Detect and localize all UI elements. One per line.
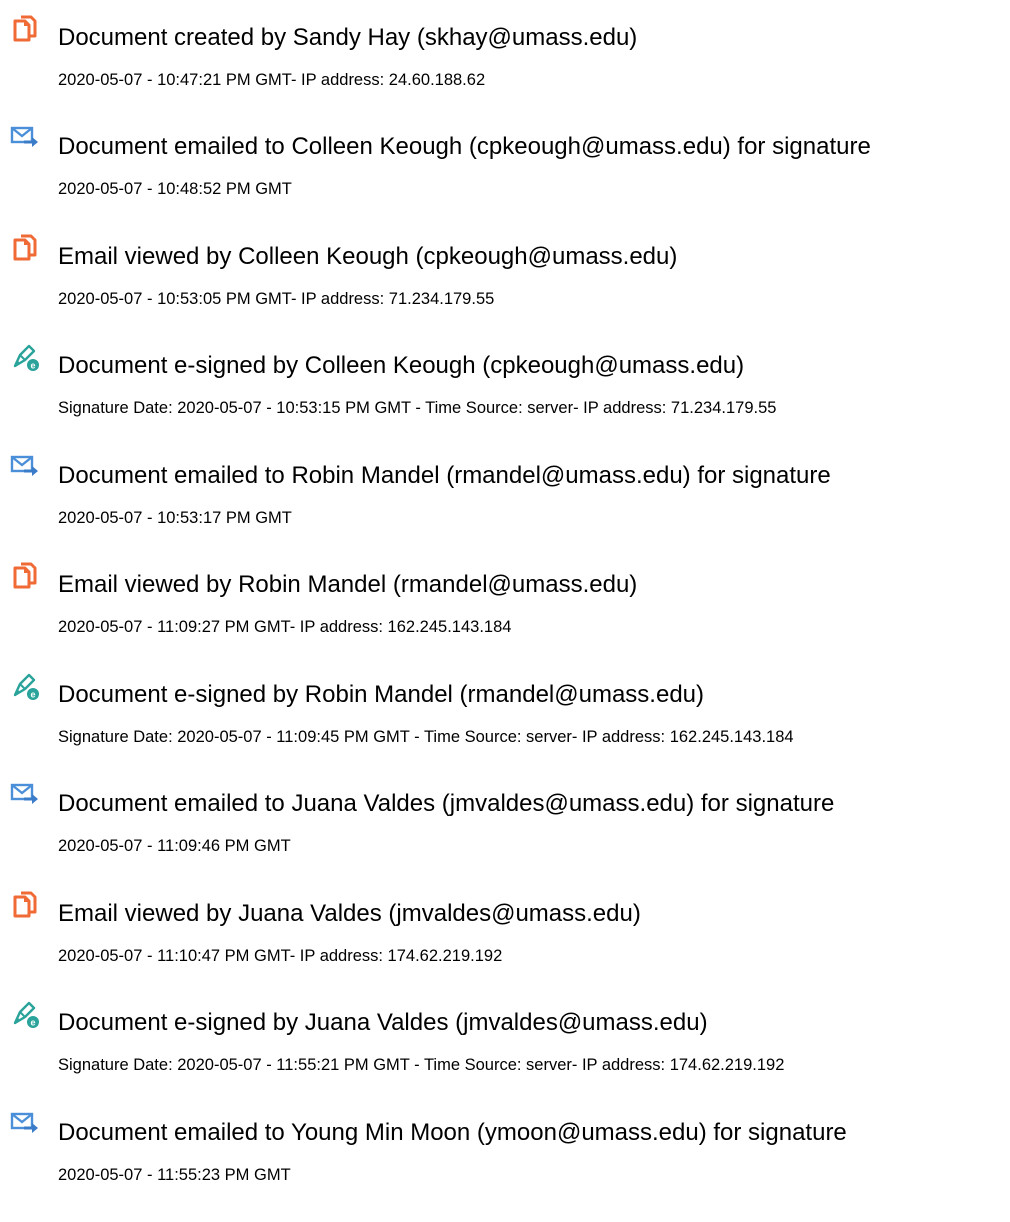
event-timestamp: 2020-05-07 - 11:10:47 PM GMT- IP address: 174.62.219.192: [58, 947, 503, 965]
audit-event: [0, 452, 1010, 552]
event-timestamp: 2020-05-07 - 10:53:17 PM GMT: [58, 509, 292, 527]
email-sent-icon: [10, 780, 40, 810]
event-title: Document e-signed by Colleen Keough (cpkeough@umass.edu): [58, 352, 745, 379]
event-title: Document emailed to Colleen Keough (cpkeough@umass.edu) for signature: [58, 133, 871, 160]
audit-event: [0, 780, 1010, 880]
e-signed-pen-icon: [10, 342, 40, 372]
audit-event: [0, 671, 1010, 771]
event-title: Document e-signed by Robin Mandel (rmandel@umass.edu): [58, 681, 705, 708]
event-title: Document created by Sandy Hay (skhay@umass.edu): [58, 24, 638, 51]
document-created-icon: [10, 14, 40, 44]
event-timestamp: 2020-05-07 - 10:53:05 PM GMT- IP address: 71.234.179.55: [58, 290, 495, 308]
event-title: Document emailed to Young Min Moon (ymoon@umass.edu) for signature: [58, 1119, 847, 1146]
event-title: Document emailed to Robin Mandel (rmandel@umass.edu) for signature: [58, 462, 831, 489]
event-title: Email viewed by Robin Mandel (rmandel@umass.edu): [58, 571, 638, 598]
email-viewed-icon: [10, 233, 40, 263]
email-sent-icon: [10, 452, 40, 482]
email-sent-icon: [10, 123, 40, 153]
audit-event: [0, 14, 1010, 114]
event-title: Document emailed to Juana Valdes (jmvaldes@umass.edu) for signature: [58, 790, 835, 817]
event-timestamp: Signature Date: 2020-05-07 - 11:55:21 PM GMT - Time Source: server- IP address: 174.62.219.192: [58, 1056, 785, 1074]
event-timestamp: 2020-05-07 - 10:48:52 PM GMT: [58, 180, 292, 198]
email-viewed-icon: [10, 890, 40, 920]
event-title: Email viewed by Colleen Keough (cpkeough@umass.edu): [58, 243, 678, 270]
event-timestamp: Signature Date: 2020-05-07 - 10:53:15 PM GMT - Time Source: server- IP address: 71.234.179.55: [58, 399, 777, 417]
event-timestamp: 2020-05-07 - 11:55:23 PM GMT: [58, 1166, 291, 1184]
audit-event: [0, 233, 1010, 333]
e-signed-pen-icon: [10, 999, 40, 1029]
event-title: Email viewed by Juana Valdes (jmvaldes@umass.edu): [58, 900, 641, 927]
audit-event: [0, 342, 1010, 442]
event-timestamp: 2020-05-07 - 10:47:21 PM GMT- IP address: 24.60.188.62: [58, 71, 486, 89]
event-timestamp: Signature Date: 2020-05-07 - 11:09:45 PM GMT - Time Source: server- IP address: 162.245.143.184: [58, 728, 794, 746]
e-signed-pen-icon: [10, 671, 40, 701]
audit-event: [0, 561, 1010, 661]
audit-event: [0, 1109, 1010, 1209]
svg-text:e: e: [30, 360, 36, 371]
email-viewed-icon: [10, 561, 40, 591]
audit-event: [0, 890, 1010, 990]
event-timestamp: 2020-05-07 - 11:09:46 PM GMT: [58, 837, 291, 855]
event-timestamp: 2020-05-07 - 11:09:27 PM GMT- IP address: 162.245.143.184: [58, 618, 512, 636]
audit-event: [0, 999, 1010, 1099]
event-title: Document e-signed by Juana Valdes (jmvaldes@umass.edu): [58, 1009, 708, 1036]
audit-event: [0, 123, 1010, 223]
email-sent-icon: [10, 1109, 40, 1139]
svg-text:e: e: [30, 689, 36, 700]
svg-text:e: e: [30, 1017, 36, 1028]
